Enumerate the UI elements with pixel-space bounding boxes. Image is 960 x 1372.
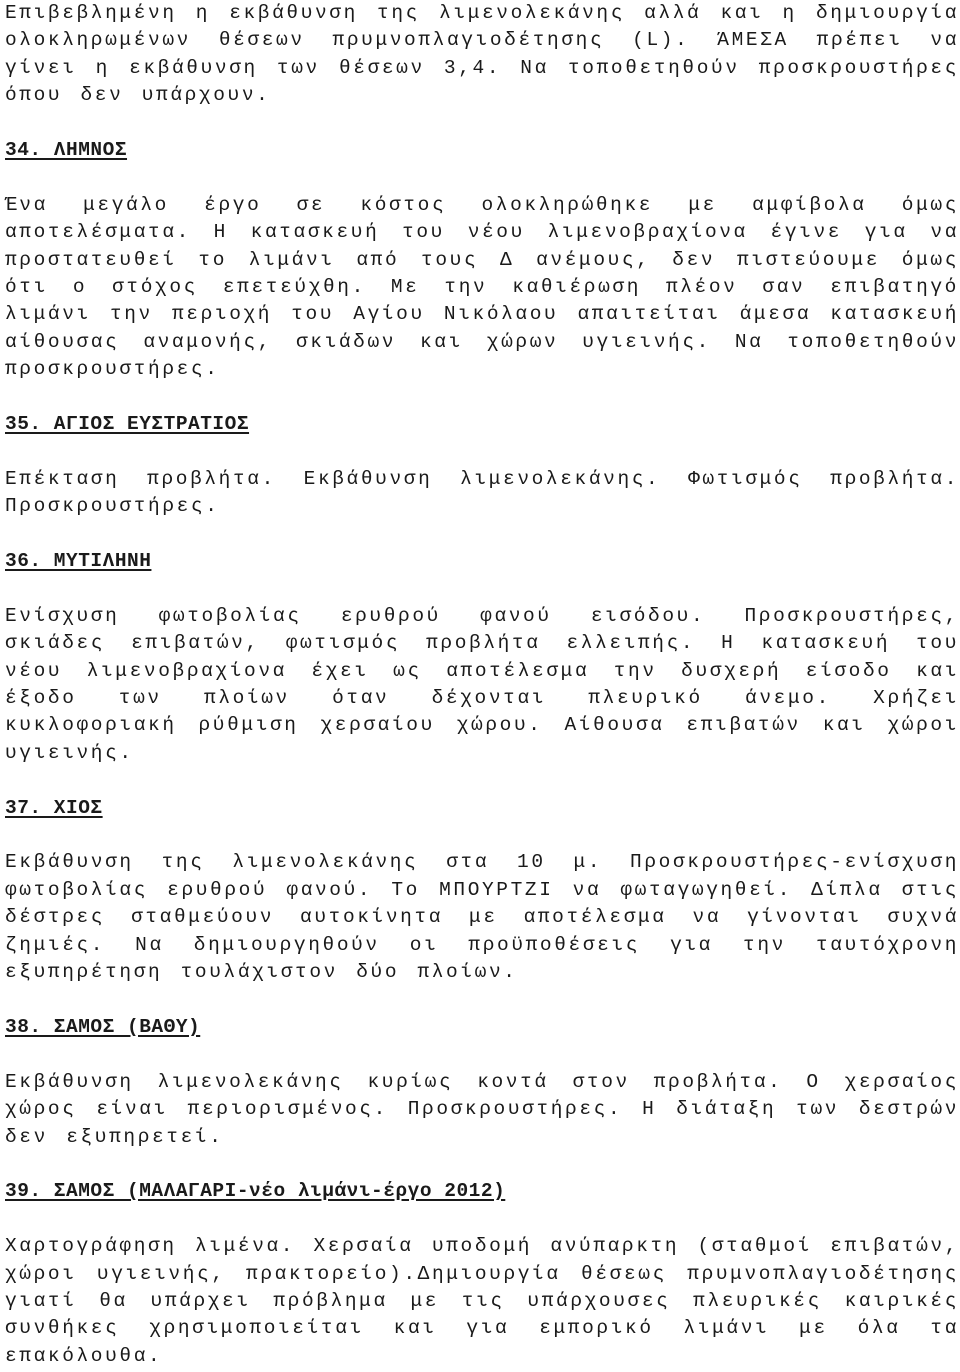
section-heading-chios bbox=[5, 795, 959, 822]
spacer bbox=[5, 822, 959, 849]
spacer bbox=[5, 110, 959, 137]
spacer bbox=[5, 384, 959, 411]
spacer bbox=[5, 987, 959, 1014]
spacer bbox=[5, 438, 959, 465]
section-heading-lemnos bbox=[5, 137, 959, 164]
section-heading-samos-vathy bbox=[5, 1014, 959, 1041]
document-page bbox=[5, 0, 959, 1370]
intro-paragraph: Επιβεβλημένη η εκβάθυνση της λιμενολεκάνης αλλά και η δημιουργία ολοκληρωμένων θέσεων πρυμνοπλαγιοδέτησης (L). ΆΜΕΣΑ πρέπει να γίνει η εκβάθυνση των θέσεων 3,4. Να τοποθετηθούν προσκρουστήρες όπου δεν υπάρχουν. bbox=[5, 2, 959, 107]
section-heading-samos-malagari bbox=[5, 1178, 959, 1205]
spacer bbox=[5, 1151, 959, 1178]
section-heading-agios-efstratios bbox=[5, 411, 959, 438]
spacer bbox=[5, 1041, 959, 1068]
spacer bbox=[5, 164, 959, 191]
section-text-samos-malagari: Χαρτογράφηση λιμένα. Χερσαία υποδομή ανύπαρκτη (σταθμοί επιβατών, χώροι υγιεινής, πρακτορείο).Δημιουργία θέσεως πρυμνοπλαγιοδέτησης γιατί θα υπάρχει πρόβλημα με τις υπάρχουσες πλευρικές καιρικές συνθήκες χρησιμοποιείται και για εμπορικό λιμάνι με όλα τα επακόλουθα. bbox=[5, 1235, 959, 1367]
section-text-lemnos: Ένα μεγάλο έργο σε κόστος ολοκληρώθηκε με αμφίβολα όμως αποτελέσματα. Η κατασκευή του νέου λιμενοβραχίονα έγινε για να προστατευθεί το λιμάνι από τους Δ ανέμους, δεν πιστεύουμε όμως ότι ο στόχος επετεύχθη. Με την καθιέρωση πλέον σαν επιβατηγό λιμάνι την περιοχή του Αγίου Νικόλαου απαιτείται άμεσα κατασκευή αίθουσας αναμονής, σκιάδων και χώρων υγιεινής. Να τοποθετηθούν προσκρουστήρες. bbox=[5, 193, 959, 381]
section-heading-mytilene bbox=[5, 548, 959, 575]
section-text-mytilene: Ενίσχυση φωτοβολίας ερυθρού φανού εισόδου. Προσκρουστήρες, σκιάδες επιβατών, φωτισμός προβλήτα ελλειπής. Η κατασκευή του νέου λιμενοβραχίονα έχει ως αποτέλεσμα την δυσχερή είσοδο και έξοδο των πλοίων όταν δέχονται πλευρικό άνεμο. Χρήζει κυκλοφοριακή ρύθμιση χερσαίου χώρου. Αίθουσα επιβατών και χώροι υγιεινής. bbox=[5, 604, 959, 764]
heading-text: 34. ΛΗΜΝΟΣ bbox=[5, 139, 128, 162]
spacer bbox=[5, 521, 959, 548]
heading-text: 37. ΧΙΟΣ bbox=[5, 796, 103, 819]
spacer bbox=[5, 575, 959, 602]
section-text-chios: Εκβάθυνση της λιμενολεκάνης στα 10 μ. Προσκρουστήρες-ενίσχυση φωτοβολίας ερυθρού φανού. Το ΜΠΟΥΡΤΖΙ να φωταγωγηθεί. Δίπλα στις δέστρες σταθμεύουν αυτοκίνητα με αποτέλεσμα να γίνονται συχνά ζημιές. Να δημιουργηθούν οι προϋποθέσεις για την ταυτόχρονη εξυπηρέτηση τουλάχιστον δύο πλοίων. bbox=[5, 851, 959, 984]
spacer bbox=[5, 767, 959, 794]
heading-text: 39. ΣΑΜΟΣ (ΜΑΛΑΓΑΡΙ-νέο λιμάνι-έργο 2012) bbox=[5, 1180, 506, 1203]
heading-text: 36. ΜΥΤΙΛΗΝΗ bbox=[5, 550, 152, 573]
heading-text: 38. ΣΑΜΟΣ (ΒΑΘΥ) bbox=[5, 1015, 201, 1038]
spacer bbox=[5, 1206, 959, 1233]
section-text-agios-efstratios: Επέκταση προβλήτα. Εκβάθυνση λιμενολεκάνης. Φωτισμός προβλήτα. Προσκρουστήρες. bbox=[5, 467, 959, 518]
heading-text: 35. ΑΓΙΟΣ ΕΥΣΤΡΑΤΙΟΣ bbox=[5, 413, 250, 436]
section-text-samos-vathy: Εκβάθυνση λιμενολεκάνης κυρίως κοντά στον προβλήτα. Ο χερσαίος χώρος είναι περιορισμένος. Προσκρουστήρες. Η διάταξη των δεστρών δεν εξυπηρετεί. bbox=[5, 1070, 959, 1148]
